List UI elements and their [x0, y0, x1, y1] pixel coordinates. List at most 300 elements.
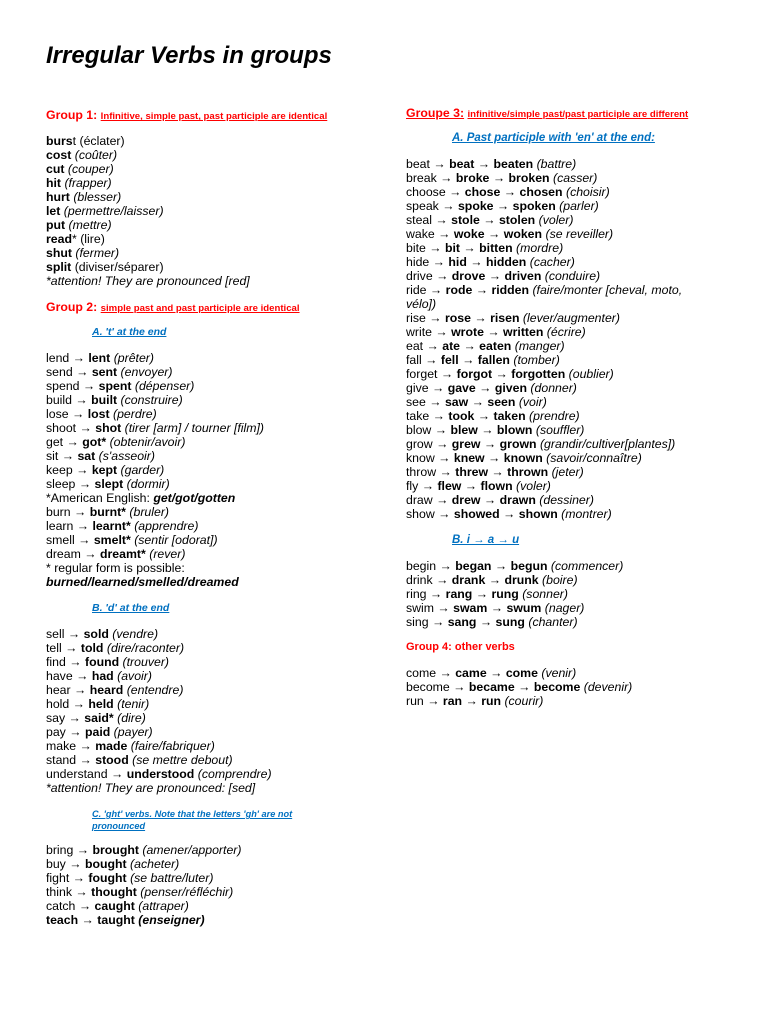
verb-translation: (lire) — [80, 232, 105, 246]
verb-past: smelt* — [93, 533, 131, 547]
verb-participle: come — [505, 666, 538, 680]
verb-translation: (mettre) — [68, 218, 112, 232]
verb-base: shut — [46, 246, 72, 260]
verb-translation: (chanter) — [528, 615, 578, 629]
verb-participle: become — [533, 680, 581, 694]
verb-base: split — [46, 260, 72, 274]
verb-translation: (attraper) — [138, 899, 189, 913]
verb-infinitive: sell — [46, 627, 65, 641]
verb-translation: (garder) — [120, 463, 165, 477]
verb-translation: (battre) — [536, 157, 577, 171]
verb-row — [46, 711, 146, 725]
subheading-b: B. 'd' at the end — [92, 602, 170, 614]
verb-past: came — [455, 666, 487, 680]
arrow-icon: → — [65, 711, 85, 725]
verb-past: threw — [455, 465, 489, 479]
verb-participle: bitten — [479, 241, 513, 255]
verb-past: shot — [95, 421, 122, 435]
arrow-icon: → — [431, 325, 452, 339]
verb-past: rose — [444, 311, 471, 325]
arrow-icon: → — [474, 157, 494, 171]
verb-infinitive: show — [406, 507, 435, 521]
verb-row — [406, 311, 620, 325]
arrow-icon: → — [432, 437, 452, 451]
verb-participle: grown — [499, 437, 537, 451]
verb-infinitive: sit — [46, 449, 59, 463]
arrow-icon: → — [434, 507, 454, 521]
verb-row — [46, 669, 152, 683]
verb-base: let — [46, 204, 61, 218]
arrow-icon: → — [79, 379, 99, 393]
verb-row — [406, 241, 563, 255]
verb-participle: stolen — [498, 213, 536, 227]
arrow-icon: → — [468, 395, 488, 409]
b-note: *attention! They are pronounced: [sed] — [46, 781, 256, 795]
verb-row — [406, 199, 599, 213]
arrow-icon: → — [438, 199, 458, 213]
verb-infinitive: tell — [46, 641, 62, 655]
verb-row — [406, 573, 578, 587]
verb-row — [406, 283, 706, 311]
arrow-icon: → — [499, 507, 519, 521]
arrow-icon: → — [425, 395, 445, 409]
verb-translation: (se reveiller) — [545, 227, 614, 241]
verb-row — [46, 176, 112, 190]
arrow-icon: → — [475, 381, 495, 395]
verb-row — [46, 204, 164, 218]
verb-participle: run — [481, 694, 502, 708]
verb-row — [406, 269, 600, 283]
arrow-icon: → — [425, 311, 445, 325]
subheading-c: C. 'ght' verbs. Note that the letters 'gh' are not pronounced — [92, 809, 293, 831]
arrow-icon: → — [70, 505, 90, 519]
verb-translation: (savoir/connaître) — [546, 451, 642, 465]
verb-translation: (souffler) — [535, 423, 585, 437]
verb-translation: (boire) — [542, 573, 578, 587]
verb-infinitive: break — [406, 171, 437, 185]
arrow-icon: → — [491, 559, 511, 573]
verb-participle: seen — [487, 395, 516, 409]
verb-infinitive: hear — [46, 683, 71, 697]
arrow-icon: → — [477, 423, 497, 437]
verb-translation: (prendre) — [529, 409, 580, 423]
verb-participle: drunk — [504, 573, 539, 587]
verb-infinitive: understand — [46, 767, 108, 781]
arrow-icon: → — [58, 449, 78, 463]
verb-row — [406, 367, 614, 381]
verb-past: bought — [84, 857, 127, 871]
subheading-b: B. i → a → u — [452, 534, 520, 546]
arrow-icon: → — [488, 465, 508, 479]
verb-row — [406, 353, 560, 367]
arrow-icon: → — [434, 601, 454, 615]
arrow-icon: → — [476, 615, 496, 629]
verb-row — [406, 666, 576, 680]
verb-translation: (permettre/laisser) — [63, 204, 164, 218]
verb-past: said* — [84, 711, 114, 725]
verb-participle: sung — [495, 615, 525, 629]
verb-past: lent — [88, 351, 111, 365]
verb-past: became — [468, 680, 515, 694]
verb-past: flew — [437, 479, 462, 493]
arrow-icon: → — [436, 666, 456, 680]
verb-infinitive: wake — [406, 227, 435, 241]
arrow-icon: → — [460, 241, 480, 255]
arrow-icon: → — [418, 479, 438, 493]
verb-translation: (jeter) — [551, 465, 584, 479]
verb-row — [46, 435, 185, 449]
verb-past: brought — [92, 843, 139, 857]
arrow-icon: → — [76, 753, 96, 767]
verb-participle: beaten — [493, 157, 534, 171]
verb-past: thought — [91, 885, 137, 899]
arrow-icon: → — [73, 843, 93, 857]
verb-row — [46, 753, 233, 767]
arrow-icon: → — [68, 407, 88, 421]
verb-past: drank — [451, 573, 486, 587]
verb-translation: (penser/réfléchir) — [140, 885, 234, 899]
verb-row — [46, 725, 153, 739]
verb-row — [406, 185, 610, 199]
verb-row — [406, 381, 577, 395]
verb-translation: (avoir) — [117, 669, 152, 683]
verb-past: ran — [442, 694, 463, 708]
arrow-icon: → — [437, 367, 457, 381]
verb-row — [46, 148, 117, 162]
verb-infinitive: stand — [46, 753, 77, 767]
verb-infinitive: eat — [406, 339, 424, 353]
arrow-icon: → — [64, 627, 84, 641]
arrow-icon: → — [429, 409, 449, 423]
note-label: *American English: — [46, 491, 154, 505]
verb-translation: (se battre/luter) — [130, 871, 214, 885]
verb-past: kept — [91, 463, 118, 477]
verb-row — [46, 683, 183, 697]
group2-heading — [46, 300, 300, 316]
verb-infinitive: fly — [406, 479, 419, 493]
verb-translation: (envoyer) — [120, 365, 173, 379]
group-description: infinitive/simple past/past participle are different — [467, 109, 689, 120]
verb-past: stole — [451, 213, 480, 227]
arrow-icon: → — [461, 479, 481, 493]
verb-infinitive: lose — [46, 407, 69, 421]
verb-row — [406, 325, 586, 339]
verb-infinitive: smell — [46, 533, 75, 547]
verb-infinitive: spend — [46, 379, 80, 393]
verb-past: forgot — [456, 367, 493, 381]
verb-infinitive: ride — [406, 283, 427, 297]
verb-row — [46, 260, 164, 274]
verb-row — [46, 421, 264, 435]
arrow-icon: → — [436, 465, 456, 479]
verb-row — [406, 493, 594, 507]
verb-past: knew — [453, 451, 485, 465]
verb-translation: (dormir) — [126, 477, 170, 491]
arrow-icon: → — [75, 477, 95, 491]
verb-infinitive: keep — [46, 463, 73, 477]
verb-infinitive: find — [46, 655, 66, 669]
verb-row — [406, 171, 597, 185]
verb-translation: (sentir [odorat]) — [134, 533, 218, 547]
verb-row — [46, 655, 169, 669]
verb-participle: eaten — [479, 339, 512, 353]
verb-infinitive: hide — [406, 255, 430, 269]
arrow-icon: → — [69, 697, 89, 711]
verb-participle: hidden — [485, 255, 527, 269]
verb-translation: (tirer [arm] / tourner [film]) — [124, 421, 265, 435]
group-description: Infinitive, simple past, past participle are identical — [100, 111, 328, 122]
verb-past: caught — [94, 899, 135, 913]
arrow-icon: → — [434, 227, 454, 241]
verb-translation: (construire) — [120, 393, 183, 407]
verb-translation: (diviser/séparer) — [74, 260, 164, 274]
verb-infinitive: bite — [406, 241, 426, 255]
verb-past: saw — [444, 395, 469, 409]
verb-infinitive: drink — [406, 573, 433, 587]
verb-past: wrote — [451, 325, 484, 339]
verb-translation: (payer) — [113, 725, 153, 739]
arrow-icon: → — [65, 655, 85, 669]
arrow-icon: → — [75, 899, 95, 913]
verb-row — [46, 134, 125, 148]
arrow-icon: → — [434, 451, 454, 465]
verb-infinitive: blow — [406, 423, 432, 437]
verb-past: blew — [450, 423, 478, 437]
verb-participle: risen — [490, 311, 520, 325]
group-number: Group 2: — [46, 300, 98, 314]
verb-row — [406, 479, 551, 493]
verb-translation: (tenir) — [117, 697, 150, 711]
arrow-icon: → — [107, 767, 127, 781]
verb-infinitive: speak — [406, 199, 439, 213]
verb-translation: (apprendre) — [134, 519, 199, 533]
arrow-icon: → — [69, 351, 89, 365]
verb-base: cut — [46, 162, 65, 176]
verb-translation: (faire/fabriquer) — [130, 739, 215, 753]
verb-translation: (rever) — [149, 547, 186, 561]
regular-note: * regular form is possible: — [46, 561, 185, 575]
verb-past: rang — [445, 587, 473, 601]
verb-past: ate — [442, 339, 461, 353]
arrow-icon: → — [472, 587, 492, 601]
verb-base: put — [46, 218, 66, 232]
verb-past: swam — [453, 601, 488, 615]
verb-infinitive: write — [406, 325, 432, 339]
arrow-icon: → — [74, 533, 94, 547]
verb-past: heard — [89, 683, 124, 697]
verb-past: gave — [447, 381, 476, 395]
verb-translation: (écrire) — [546, 325, 586, 339]
verb-participle: swum — [506, 601, 542, 615]
group1-heading — [46, 108, 327, 124]
arrow-icon: → — [493, 199, 513, 213]
arrow-icon: → — [72, 463, 92, 477]
verb-translation: (trouver) — [122, 655, 170, 669]
verb-infinitive: rise — [406, 311, 426, 325]
verb-participle: begun — [510, 559, 548, 573]
verb-base: burs — [46, 134, 73, 148]
verb-row — [46, 379, 194, 393]
arrow-icon: → — [445, 185, 465, 199]
verb-tail: t — [72, 134, 77, 148]
verb-past: woke — [453, 227, 485, 241]
verb-row — [46, 697, 149, 711]
verb-base: hurt — [46, 190, 70, 204]
verb-infinitive: have — [46, 669, 73, 683]
verb-infinitive: beat — [406, 157, 430, 171]
verb-row — [46, 407, 157, 421]
verb-past: lost — [87, 407, 110, 421]
verb-row — [46, 393, 183, 407]
verb-infinitive: draw — [406, 493, 433, 507]
verb-row — [406, 559, 623, 573]
verb-participle: shown — [518, 507, 558, 521]
arrow-icon: → — [484, 451, 504, 465]
verb-infinitive: hold — [46, 697, 70, 711]
verb-row — [406, 157, 576, 171]
verb-infinitive: begin — [406, 559, 437, 573]
verb-participle: woken — [503, 227, 543, 241]
verb-row — [406, 409, 580, 423]
verb-participle: written — [503, 325, 544, 339]
verb-past: paid — [84, 725, 111, 739]
verb-translation: (parler) — [559, 199, 599, 213]
verb-past: fought — [88, 871, 127, 885]
arrow-icon: → — [484, 227, 504, 241]
arrow-icon: → — [431, 423, 451, 437]
verb-past: drew — [451, 493, 481, 507]
arrow-icon: → — [71, 393, 92, 407]
verb-past: spoke — [457, 199, 494, 213]
verb-row — [46, 477, 170, 491]
arrow-icon: → — [78, 913, 98, 927]
verb-past: sent — [91, 365, 118, 379]
arrow-icon: → — [69, 871, 89, 885]
asterisk: * — [71, 232, 77, 246]
arrow-icon: → — [500, 185, 520, 199]
verb-row — [406, 615, 578, 629]
verb-past: showed — [453, 507, 500, 521]
verb-row — [46, 351, 154, 365]
verb-participle: forgotten — [511, 367, 566, 381]
verb-translation: (venir) — [541, 666, 577, 680]
arrow-icon: → — [436, 559, 456, 573]
verb-infinitive: know — [406, 451, 435, 465]
arrow-icon: → — [470, 311, 491, 325]
verb-row — [406, 680, 632, 694]
verb-infinitive: sing — [406, 615, 429, 629]
verb-participle: driven — [504, 269, 542, 283]
verb-translation: (mordre) — [516, 241, 564, 255]
arrow-icon: → — [460, 339, 480, 353]
verb-row — [46, 899, 189, 913]
verb-translation: (frapper) — [64, 176, 112, 190]
verb-translation: (perdre) — [113, 407, 157, 421]
verb-past: rode — [445, 283, 473, 297]
verb-row — [406, 437, 675, 451]
arrow-icon: → — [514, 680, 534, 694]
verb-past: made — [95, 739, 128, 753]
verb-base: cost — [46, 148, 72, 162]
verb-past: broke — [455, 171, 490, 185]
arrow-icon: → — [485, 573, 505, 587]
verb-base: hit — [46, 176, 62, 190]
verb-infinitive: learn — [46, 519, 74, 533]
verb-past: taught — [97, 913, 135, 927]
verb-translation: (sonner) — [522, 587, 568, 601]
verb-infinitive: sleep — [46, 477, 76, 491]
arrow-icon: → — [425, 241, 445, 255]
verb-translation: (dessiner) — [539, 493, 594, 507]
verb-past: dreamt* — [100, 547, 146, 561]
arrow-icon: → — [423, 339, 443, 353]
verb-translation: (bruler) — [129, 505, 170, 519]
verb-translation: (vendre) — [112, 627, 159, 641]
verb-row — [46, 519, 198, 533]
arrow-icon: → — [480, 493, 500, 507]
verb-past: found — [84, 655, 120, 669]
verb-translation: (conduire) — [544, 269, 601, 283]
verb-row — [46, 246, 119, 260]
american-note — [46, 491, 235, 505]
verb-translation: (prêter) — [113, 351, 155, 365]
verb-row — [46, 843, 241, 857]
verb-past: beat — [449, 157, 475, 171]
verb-row — [406, 451, 642, 465]
note-forms: get/got/gotten — [153, 491, 236, 505]
verb-infinitive: come — [406, 666, 437, 680]
arrow-icon: → — [483, 325, 504, 339]
arrow-icon: → — [429, 255, 449, 269]
arrow-icon: → — [449, 680, 469, 694]
verb-participle: rung — [491, 587, 519, 601]
verb-translation: (couper) — [67, 162, 114, 176]
verb-infinitive: give — [406, 381, 429, 395]
verb-infinitive: lend — [46, 351, 70, 365]
verb-participle: broken — [508, 171, 550, 185]
arrow-icon: → — [485, 269, 505, 283]
verb-infinitive: shoot — [46, 421, 77, 435]
arrow-icon: → — [73, 519, 93, 533]
verb-infinitive: say — [46, 711, 66, 725]
verb-translation: (enseigner) — [138, 913, 205, 927]
verb-translation: (grandir/cultiver[plantes]) — [539, 437, 676, 451]
arrow-icon: → — [462, 694, 482, 708]
arrow-icon: → — [432, 269, 452, 283]
arrow-icon: → — [426, 587, 446, 601]
verb-translation: (blesser) — [73, 190, 122, 204]
verb-past: stood — [95, 753, 129, 767]
arrow-icon: → — [428, 615, 448, 629]
verb-row — [46, 913, 205, 927]
verb-infinitive: fight — [46, 871, 70, 885]
arrow-icon: → — [63, 435, 83, 449]
verb-past: drove — [451, 269, 486, 283]
arrow-icon: → — [429, 157, 450, 171]
verb-translation: (choisir) — [565, 185, 610, 199]
verb-infinitive: get — [46, 435, 64, 449]
arrow-icon: → — [71, 885, 92, 899]
arrow-icon: → — [472, 283, 492, 297]
verb-infinitive: send — [46, 365, 73, 379]
arrow-icon: → — [432, 573, 452, 587]
verb-row — [406, 507, 612, 521]
verb-participle: ridden — [491, 283, 530, 297]
arrow-icon: → — [428, 381, 448, 395]
verb-translation: (commencer) — [550, 559, 624, 573]
verb-translation: (comprendre) — [197, 767, 272, 781]
verb-infinitive: steal — [406, 213, 432, 227]
